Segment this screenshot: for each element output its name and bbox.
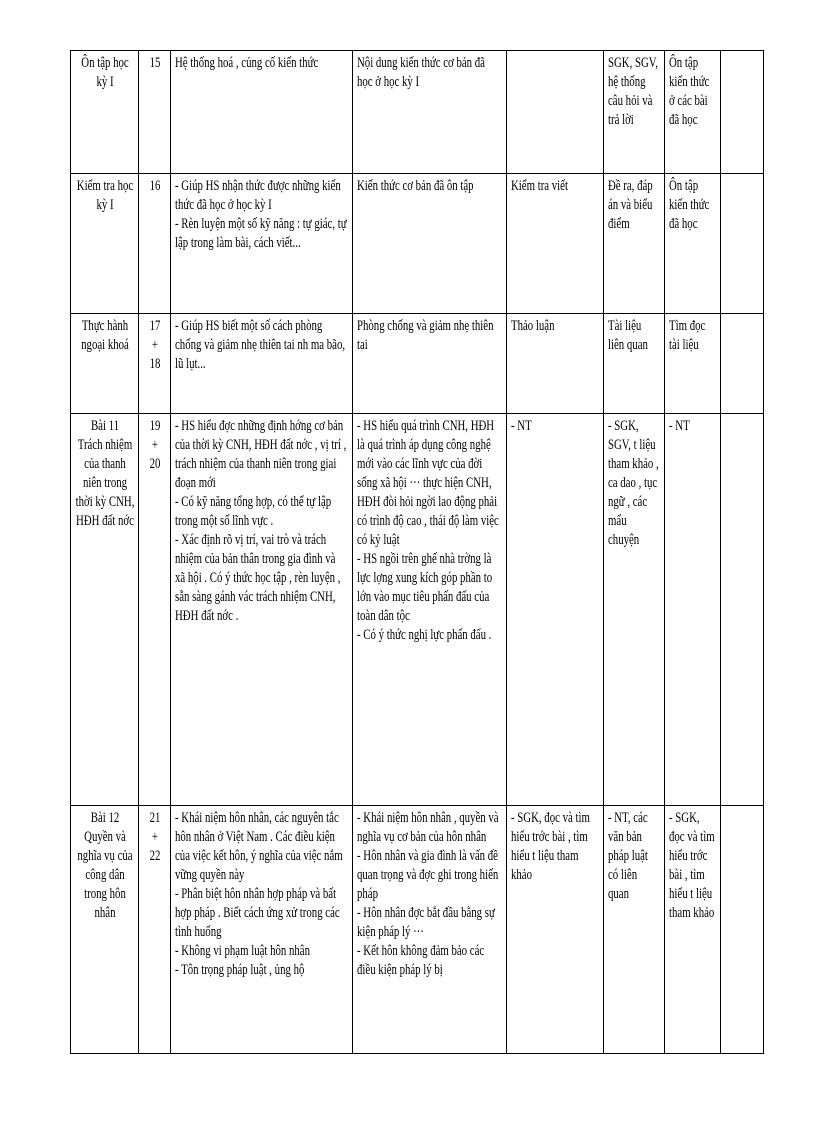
period-cell: 15 [139,51,171,174]
content-cell: - Khái niệm hôn nhân , quyền và nghĩa vụ cơ bản của hôn nhân - Hôn nhân và gia đình là vấn đề quan trọng và đợc ghi trong hiến pháp - Hôn nhân đợc bắt đầu bằng sự kiện pháp lý ··· - Kết hôn không đảm bảo các điều kiện pháp lý bị [353,806,507,1054]
lesson-name-cell: Bài 11 Trách nhiệm của thanh niên trong thời kỳ CNH, HĐH đất nớc [71,414,139,806]
notes-cell [721,806,764,1054]
method-cell: Thảo luận [507,314,604,414]
lesson-name-cell: Kiểm tra học kỳ I [71,174,139,314]
materials-cell: SGK, SGV, hệ thống câu hỏi và trả lời [604,51,665,174]
lesson-name-cell: Bài 12 Quyền và nghĩa vụ của công dân trong hôn nhân [71,806,139,1054]
table-row [71,414,764,806]
homework-cell: Ôn tập kiến thức ở các bài đã học [665,51,721,174]
table-row [71,51,764,174]
notes-cell [721,414,764,806]
table-row [71,174,764,314]
period-cell: 21 + 22 [139,806,171,1054]
method-cell: - NT [507,414,604,806]
content-cell: Nội dung kiến thức cơ bản đã học ở học kỳ I [353,51,507,174]
method-cell: Kiểm tra viết [507,174,604,314]
objectives-cell: Hệ thống hoá , củng cố kiến thức [171,51,353,174]
objectives-cell: - Giúp HS biết một số cách phòng chống và giảm nhẹ thiên tai nh ma bão, lũ lụt... [171,314,353,414]
materials-cell: - SGK, SGV, t liệu tham khảo , ca dao , tục ngữ , các mẩu chuyện [604,414,665,806]
homework-cell: Tìm đọc tài liệu [665,314,721,414]
period-cell: 19 + 20 [139,414,171,806]
table-row [71,806,764,1054]
notes-cell [721,174,764,314]
notes-cell [721,314,764,414]
objectives-cell: - HS hiểu đợc những định hớng cơ bản của thời kỳ CNH, HĐH đất nớc , vị trí , trách nhiệm của thanh niên trong giai đoạn mới - Có kỹ năng tổng hợp, có thể tự lập trong một số lĩnh vực . - Xác định rõ vị trí, vai trò và trách nhiệm của bản thân trong gia đình và xã hội . Có ý thức học tập , rèn luyện , sẵn sàng gánh vác trách nhiệm CNH, HĐH đất nớc . [171,414,353,806]
period-cell: 16 [139,174,171,314]
content-cell: Phòng chống và giảm nhẹ thiên tai [353,314,507,414]
materials-cell: - NT, các văn bản pháp luật có liên quan [604,806,665,1054]
lesson-plan-table [70,50,764,1054]
notes-cell [721,51,764,174]
homework-cell: - SGK, đọc và tìm hiểu trớc bài , tìm hiểu t liệu tham khảo [665,806,721,1054]
homework-cell: Ôn tập kiến thức đã học [665,174,721,314]
content-cell: - HS hiểu quá trình CNH, HĐH là quá trình áp dụng công nghệ mới vào các lĩnh vực của đời sống xã hội ··· thực hiện CNH, HĐH đòi hỏi ngời lao động phải có trình độ cao , thái độ làm việc có kỷ luật - HS ngồi trên ghế nhà trờng là lực lợng xung kích góp phần to lớn vào mục tiêu phấn đấu của toàn dân tộc - Có ý thức nghị lực phấn đấu . [353,414,507,806]
content-cell: Kiến thức cơ bản đã ôn tập [353,174,507,314]
method-cell [507,51,604,174]
materials-cell: Tài liệu liên quan [604,314,665,414]
method-cell: - SGK, đọc và tìm hiểu trớc bài , tìm hiểu t liệu tham khảo [507,806,604,1054]
homework-cell: - NT [665,414,721,806]
period-cell: 17 + 18 [139,314,171,414]
lesson-name-cell: Thực hành ngoại khoá [71,314,139,414]
table-row [71,314,764,414]
materials-cell: Đề ra, đáp án và biểu điểm [604,174,665,314]
lesson-name-cell: Ôn tập học kỳ I [71,51,139,174]
objectives-cell: - Giúp HS nhận thức được những kiến thức đã học ở học kỳ I - Rèn luyện một số kỹ năng : tự giác, tự lập trong làm bài, cách viết... [171,174,353,314]
objectives-cell: - Khái niệm hôn nhân, các nguyên tắc hôn nhân ở Việt Nam . Các điều kiện của việc kết hôn, ý nghĩa của việc nắm vững quyền này - Phân biệt hôn nhân hợp pháp và bất hợp pháp . Biết cách ứng xử trong các tình huống - Không vi phạm luật hôn nhân - Tôn trọng pháp luật , ủng hộ [171,806,353,1054]
